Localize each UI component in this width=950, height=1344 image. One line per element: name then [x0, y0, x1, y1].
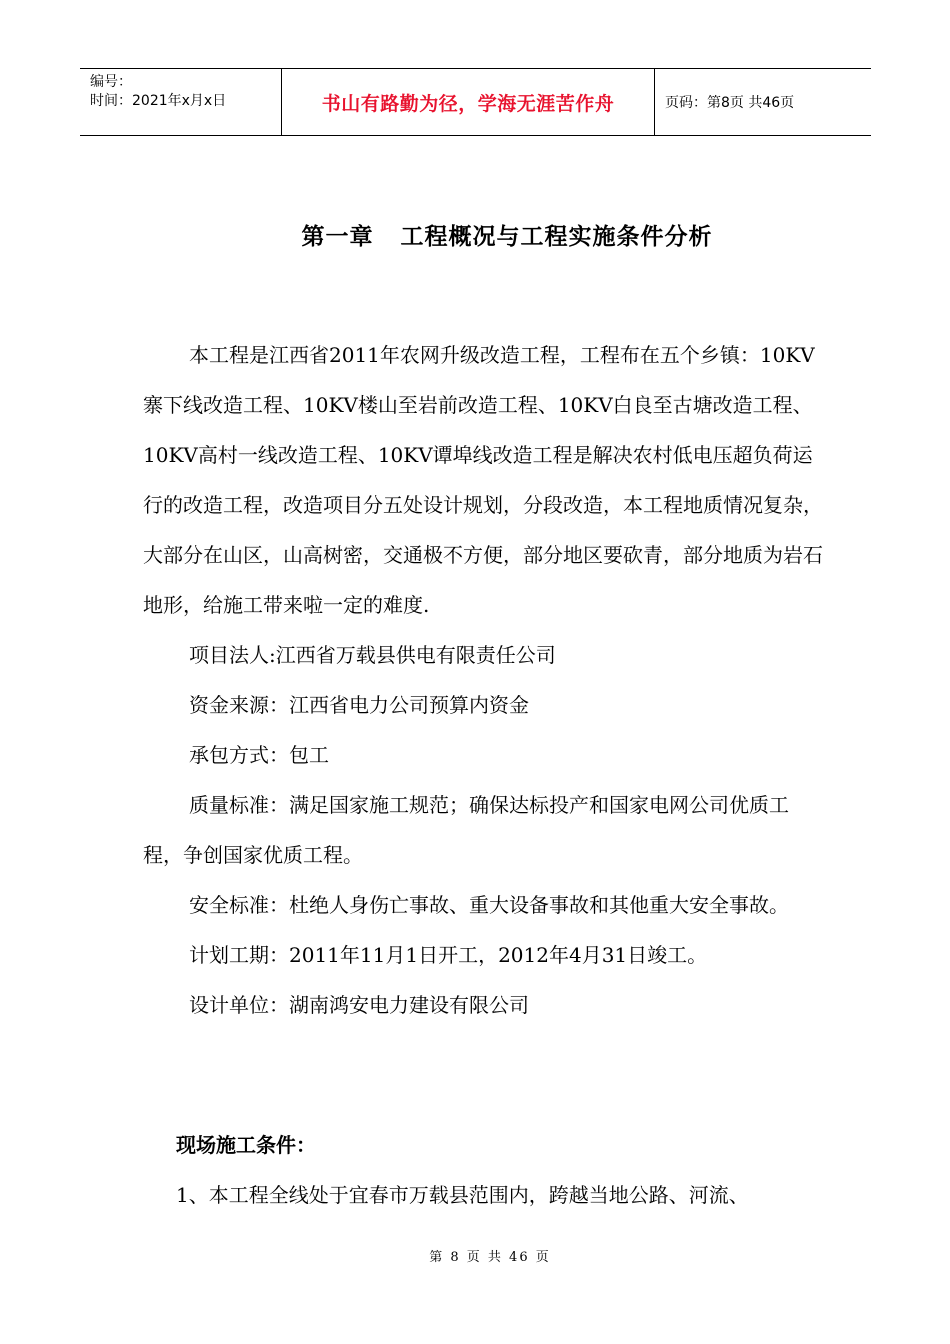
section-heading: 现场施工条件： — [176, 1133, 316, 1157]
paragraph-overview: 本工程是江西省2011年农网升级改造工程，工程布在五个乡镇：10KV寨下线改造工程、10KV楼山至岩前改造工程、10KV白良至古塘改造工程、10KV高村一线改造工程、10KV谭埠线改造工程是解决农村低电压超负荷运行的改造工程，改造项目分五处设计规划，分段改造，本工程地质情况复杂，大部分在山区，山高树密，交通极不方便，部分地区要砍青，部分地质为岩石地形，给施工带来啦一定的难度. — [143, 343, 823, 617]
paragraph-project-owner: 项目法人:江西省万载县供电有限责任公司 — [189, 643, 556, 667]
paragraph-design-unit: 设计单位：湖南鸿安电力建设有限公司 — [189, 993, 529, 1017]
header-motto: 书山有路勤为径，学海无涯苦作舟 — [321, 92, 615, 115]
list-item: 1、本工程全线处于宜春市万载县范围内，跨越当地公路、河流、 — [176, 1183, 749, 1207]
page-header — [80, 68, 871, 136]
chapter-title: 第一章 工程概况与工程实施条件分析 — [301, 224, 713, 250]
paragraph-contract-type: 承包方式：包工 — [189, 743, 329, 767]
paragraph-safety-standard: 安全标准：杜绝人身伤亡事故、重大设备事故和其他重大安全事故。 — [189, 893, 789, 917]
header-motto-cell — [282, 69, 655, 135]
header-page-cell — [655, 69, 871, 135]
page-footer: 第 8 页 共 46 页 — [429, 1250, 551, 1265]
paragraph-schedule: 计划工期：2011年11月1日开工，2012年4月31日竣工。 — [189, 943, 708, 967]
serial-number-label: 编号： — [90, 74, 132, 90]
header-page-label: 页码：第8页 共46页 — [665, 95, 795, 111]
paragraph-funding: 资金来源：江西省电力公司预算内资金 — [189, 693, 529, 717]
body-text — [143, 330, 823, 1030]
header-info-cell — [80, 69, 282, 135]
time-label: 时间：2021年x月x日 — [90, 93, 227, 109]
paragraph-quality-standard: 质量标准：满足国家施工规范；确保达标投产和国家电网公司优质工程，争创国家优质工程。 — [143, 793, 789, 867]
